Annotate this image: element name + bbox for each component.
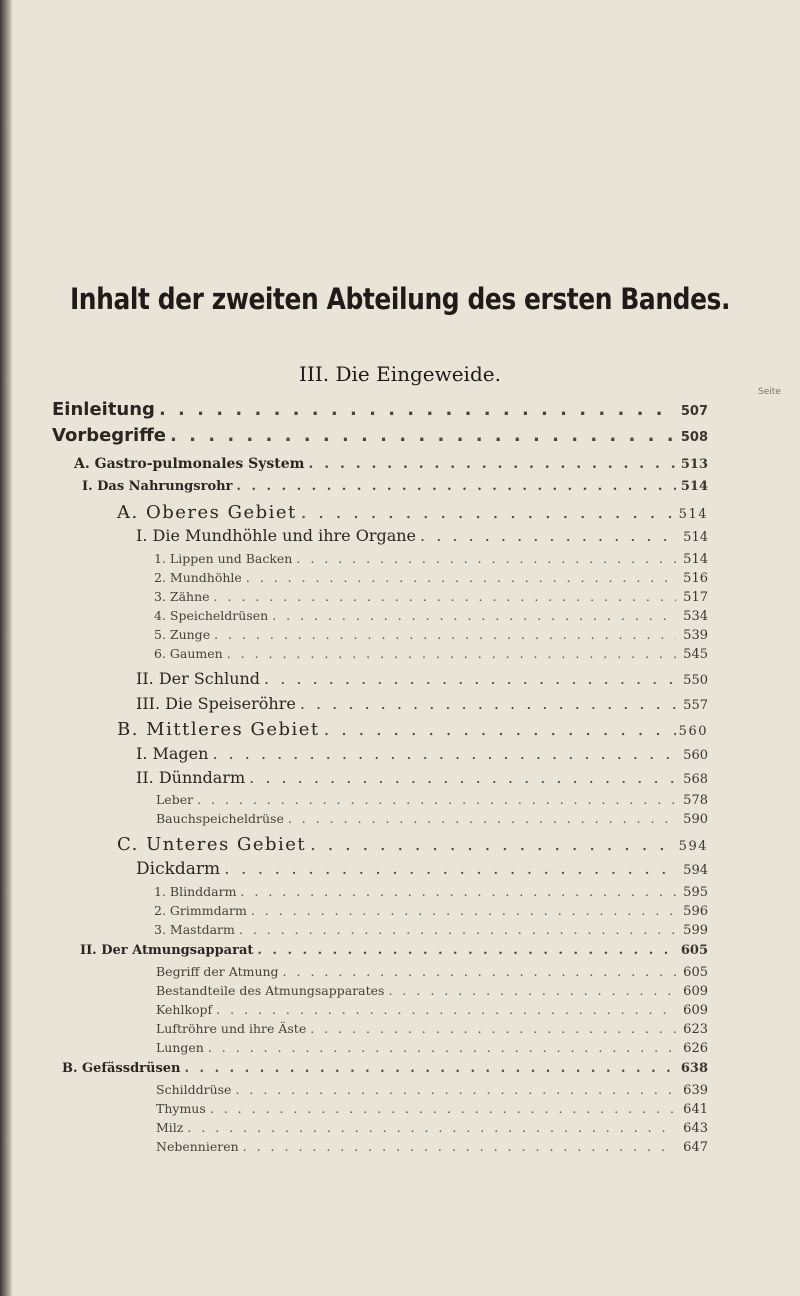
toc-entry bbox=[52, 399, 708, 420]
toc-entry bbox=[156, 811, 708, 827]
leader-dots bbox=[246, 570, 676, 585]
leader-dots bbox=[227, 646, 676, 661]
toc-entry-label: 3. Mastdarm bbox=[154, 922, 235, 937]
toc-entry-label: Dickdarm bbox=[136, 859, 221, 879]
toc-entry-page: 545 bbox=[683, 647, 708, 662]
toc-entry-label: I. Das Nahrungsrohr bbox=[82, 479, 233, 494]
toc-entry-label: Luftröhre und ihre Äste bbox=[156, 1021, 307, 1036]
toc-entry-label: B. Gefässdrüsen bbox=[62, 1061, 181, 1076]
leader-dots bbox=[310, 1021, 676, 1036]
toc-entry-page: 623 bbox=[683, 1022, 708, 1037]
leader-dots bbox=[324, 719, 676, 740]
toc-entry-page: 609 bbox=[683, 1003, 708, 1018]
leader-dots bbox=[224, 859, 676, 879]
toc-entry-page: 557 bbox=[683, 698, 708, 713]
leader-dots bbox=[310, 834, 676, 855]
toc-entry-page: 568 bbox=[683, 772, 708, 787]
toc-entry bbox=[117, 502, 708, 523]
toc-entry bbox=[136, 768, 708, 787]
toc-entry bbox=[80, 943, 708, 958]
toc-entry bbox=[156, 1021, 708, 1037]
toc-entry-page: 609 bbox=[683, 984, 708, 999]
leader-dots bbox=[239, 922, 676, 937]
toc-entry-page: 560 bbox=[683, 748, 708, 763]
toc-entry bbox=[156, 1120, 708, 1136]
toc-entry-label: Vorbegriffe bbox=[52, 425, 167, 446]
toc-entry-label: B. Mittleres Gebiet bbox=[117, 719, 320, 740]
page-column-label: Seite bbox=[758, 387, 781, 397]
toc-entry-page: 539 bbox=[683, 628, 708, 643]
toc-entry-label: 1. Blinddarm bbox=[154, 884, 237, 899]
toc-entry bbox=[156, 1101, 708, 1117]
leader-dots bbox=[300, 694, 676, 713]
toc-entry-label: Schilddrüse bbox=[156, 1082, 232, 1097]
page-binding-edge bbox=[0, 0, 12, 1296]
toc-entry-label: C. Unteres Gebiet bbox=[117, 834, 307, 855]
toc-entry bbox=[136, 526, 708, 545]
section-heading: III. Die Eingeweide. bbox=[299, 362, 501, 386]
leader-dots bbox=[420, 526, 676, 545]
toc-entry-label: 5. Zunge bbox=[154, 627, 211, 642]
leader-dots bbox=[249, 768, 676, 787]
leader-dots bbox=[159, 399, 676, 420]
leader-dots bbox=[214, 589, 676, 604]
toc-entry-page: 514 bbox=[683, 552, 708, 567]
toc-entry bbox=[154, 551, 708, 567]
toc-entry bbox=[74, 456, 708, 472]
leader-dots bbox=[288, 811, 676, 826]
toc-entry-label: Nebennieren bbox=[156, 1139, 239, 1154]
toc-entry-label: Leber bbox=[156, 792, 194, 807]
toc-entry bbox=[136, 669, 708, 688]
leader-dots bbox=[240, 884, 676, 899]
toc-entry-label: 2. Mundhöhle bbox=[154, 570, 242, 585]
toc-entry bbox=[154, 570, 708, 586]
toc-entry bbox=[156, 792, 708, 808]
toc-entry-page: 594 bbox=[683, 863, 708, 878]
toc-entry-label: II. Dünndarm bbox=[136, 768, 246, 787]
toc-entry-page: 507 bbox=[680, 404, 708, 419]
toc-entry-label: 3. Zähne bbox=[154, 589, 210, 604]
toc-entry bbox=[154, 646, 708, 662]
toc-entry-page: 638 bbox=[680, 1061, 708, 1076]
leader-dots bbox=[197, 792, 676, 807]
toc-entry-label: Einleitung bbox=[52, 399, 155, 420]
toc-entry-label: II. Der Schlund bbox=[136, 669, 261, 688]
leader-dots bbox=[264, 669, 676, 688]
toc-entry-page: 596 bbox=[683, 904, 708, 919]
toc-entry bbox=[154, 627, 708, 643]
leader-dots bbox=[236, 479, 676, 494]
page-title: Inhalt der zweiten Abteilung des ersten Bandes. bbox=[69, 282, 731, 316]
toc-entry-label: 2. Grimmdarm bbox=[154, 903, 247, 918]
toc-entry bbox=[156, 964, 708, 980]
toc-entry-label: Bestandteile des Atmungsapparates bbox=[156, 983, 385, 998]
leader-dots bbox=[301, 502, 676, 523]
leader-dots bbox=[257, 943, 676, 958]
toc-entry bbox=[156, 1082, 708, 1098]
leader-dots bbox=[214, 627, 676, 642]
toc-entry-page: 516 bbox=[683, 571, 708, 586]
leader-dots bbox=[251, 903, 676, 918]
toc-entry-label: Kehlkopf bbox=[156, 1002, 213, 1017]
toc-entry-page: 647 bbox=[683, 1140, 708, 1155]
toc-entry-page: 595 bbox=[683, 885, 708, 900]
toc-entry-label: II. Der Atmungsapparat bbox=[80, 943, 254, 958]
leader-dots bbox=[388, 983, 676, 998]
leader-dots bbox=[208, 1040, 676, 1055]
toc-entry-label: Bauchspeicheldrüse bbox=[156, 811, 284, 826]
toc-entry-label: 6. Gaumen bbox=[154, 646, 223, 661]
toc-entry bbox=[117, 834, 708, 855]
toc-entry-label: Begriff der Atmung bbox=[156, 964, 279, 979]
toc-entry-label: Lungen bbox=[156, 1040, 204, 1055]
toc-entry-page: 508 bbox=[680, 430, 708, 445]
toc-entry-page: 517 bbox=[683, 590, 708, 605]
leader-dots bbox=[296, 551, 676, 566]
toc-entry-label: I. Die Mundhöhle und ihre Organe bbox=[136, 526, 417, 545]
toc-entry-page: 594 bbox=[678, 839, 708, 854]
toc-entry-page: 514 bbox=[680, 479, 708, 494]
leader-dots bbox=[210, 1101, 676, 1116]
leader-dots bbox=[272, 608, 676, 623]
toc-entry-page: 590 bbox=[683, 812, 708, 827]
toc-entry-page: 550 bbox=[683, 673, 708, 688]
toc-entry-page: 639 bbox=[683, 1083, 708, 1098]
toc-entry bbox=[136, 744, 708, 763]
toc-entry-page: 605 bbox=[683, 965, 708, 980]
toc-entry-label: A. Gastro-pulmonales System bbox=[74, 456, 305, 472]
leader-dots bbox=[187, 1120, 676, 1135]
toc-entry-page: 641 bbox=[683, 1102, 708, 1117]
toc-entry bbox=[62, 1061, 708, 1076]
toc-entry bbox=[154, 608, 708, 624]
toc-entry-page: 605 bbox=[680, 943, 708, 958]
toc-entry-label: I. Magen bbox=[136, 744, 209, 763]
toc-entry-page: 599 bbox=[683, 923, 708, 938]
toc-entry bbox=[154, 903, 708, 919]
toc-entry bbox=[52, 425, 708, 446]
toc-entry-label: Milz bbox=[156, 1120, 184, 1135]
toc-entry-page: 513 bbox=[680, 457, 708, 472]
toc-entry bbox=[154, 884, 708, 900]
toc-entry-label: 1. Lippen und Backen bbox=[154, 551, 293, 566]
toc-entry-label: Thymus bbox=[156, 1101, 206, 1116]
toc-entry-page: 626 bbox=[683, 1041, 708, 1056]
toc-entry bbox=[154, 922, 708, 938]
toc-entry bbox=[82, 479, 708, 494]
toc-entry bbox=[136, 694, 708, 713]
toc-entry-label: A. Oberes Gebiet bbox=[117, 502, 297, 523]
toc-entry-label: III. Die Speiseröhre bbox=[136, 694, 296, 713]
toc-entry bbox=[156, 1040, 708, 1056]
toc-entry bbox=[117, 719, 708, 740]
leader-dots bbox=[283, 964, 676, 979]
leader-dots bbox=[170, 425, 676, 446]
toc-entry-page: 514 bbox=[678, 507, 708, 522]
toc-entry bbox=[156, 1139, 708, 1155]
toc-entry-page: 514 bbox=[683, 530, 708, 545]
leader-dots bbox=[243, 1139, 676, 1154]
toc-entry bbox=[156, 1002, 708, 1018]
toc-entry-label: 4. Speicheldrüsen bbox=[154, 608, 269, 623]
leader-dots bbox=[212, 744, 676, 763]
leader-dots bbox=[216, 1002, 676, 1017]
leader-dots bbox=[235, 1082, 676, 1097]
toc-entry-page: 578 bbox=[683, 793, 708, 808]
leader-dots bbox=[185, 1061, 677, 1076]
toc-entry bbox=[136, 859, 708, 879]
toc-entry-page: 534 bbox=[683, 609, 708, 624]
toc-entry bbox=[154, 589, 708, 605]
toc-entry bbox=[156, 983, 708, 999]
leader-dots bbox=[309, 456, 677, 472]
toc-entry-page: 643 bbox=[683, 1121, 708, 1136]
toc-entry-page: 560 bbox=[678, 724, 708, 739]
